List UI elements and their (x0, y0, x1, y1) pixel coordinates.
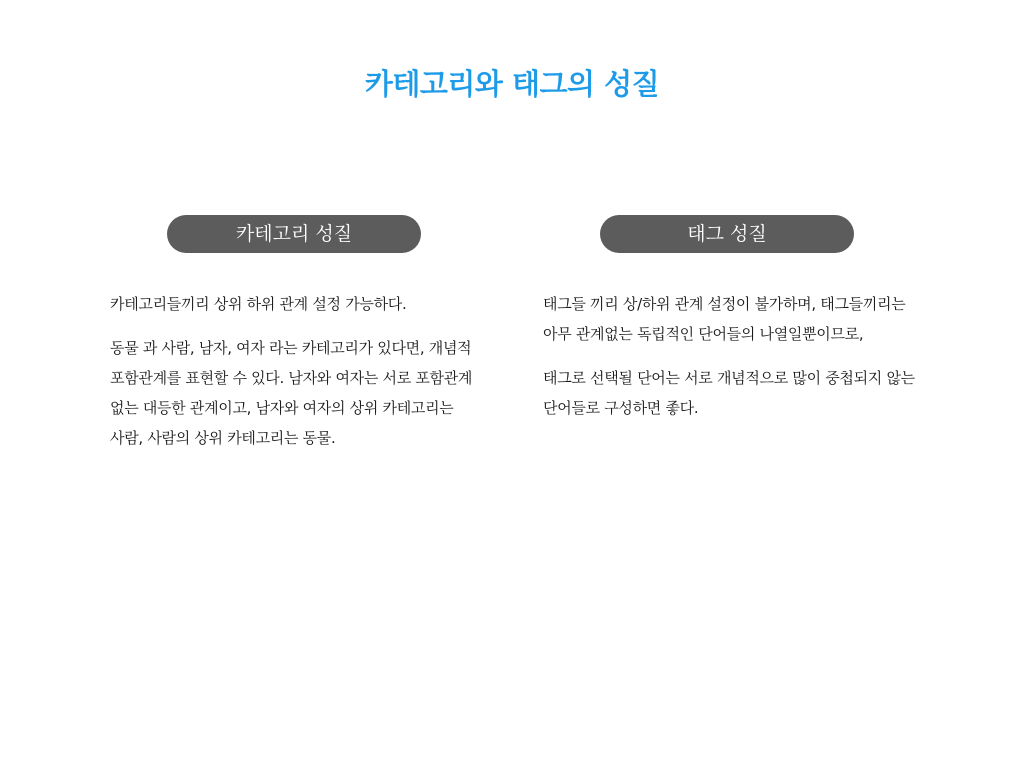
category-heading-pill: 카테고리 성질 (167, 215, 421, 253)
tag-paragraph-1: 태그들 끼리 상/하위 관계 설정이 불가하며, 태그들끼리는 아무 관계없는 독립적인 단어들의 나열일뿐이므로, (543, 295, 906, 343)
category-column (110, 215, 490, 467)
tag-column (543, 215, 923, 437)
category-body (110, 289, 490, 453)
tag-paragraph-2: 태그로 선택될 단어는 서로 개념적으로 많이 중첩되지 않는 단어들로 구성하면 좋다. (543, 369, 915, 417)
tag-heading-pill: 태그 성질 (600, 215, 854, 253)
category-paragraph-1: 카테고리들끼리 상위 하위 관계 설정 가능하다. (110, 295, 407, 313)
category-paragraph-2: 동물 과 사람, 남자, 여자 라는 카테고리가 있다면, 개념적 포함관계를 표현할 수 있다. 남자와 여자는 서로 포함관계 없는 대등한 관계이고, 남자와 여자의 상위 카테고리는 사람, 사람의 상위 카테고리는 동물. (110, 339, 473, 447)
tag-body (543, 289, 923, 423)
page-title: 카테고리와 태그의 성질 (364, 67, 660, 101)
